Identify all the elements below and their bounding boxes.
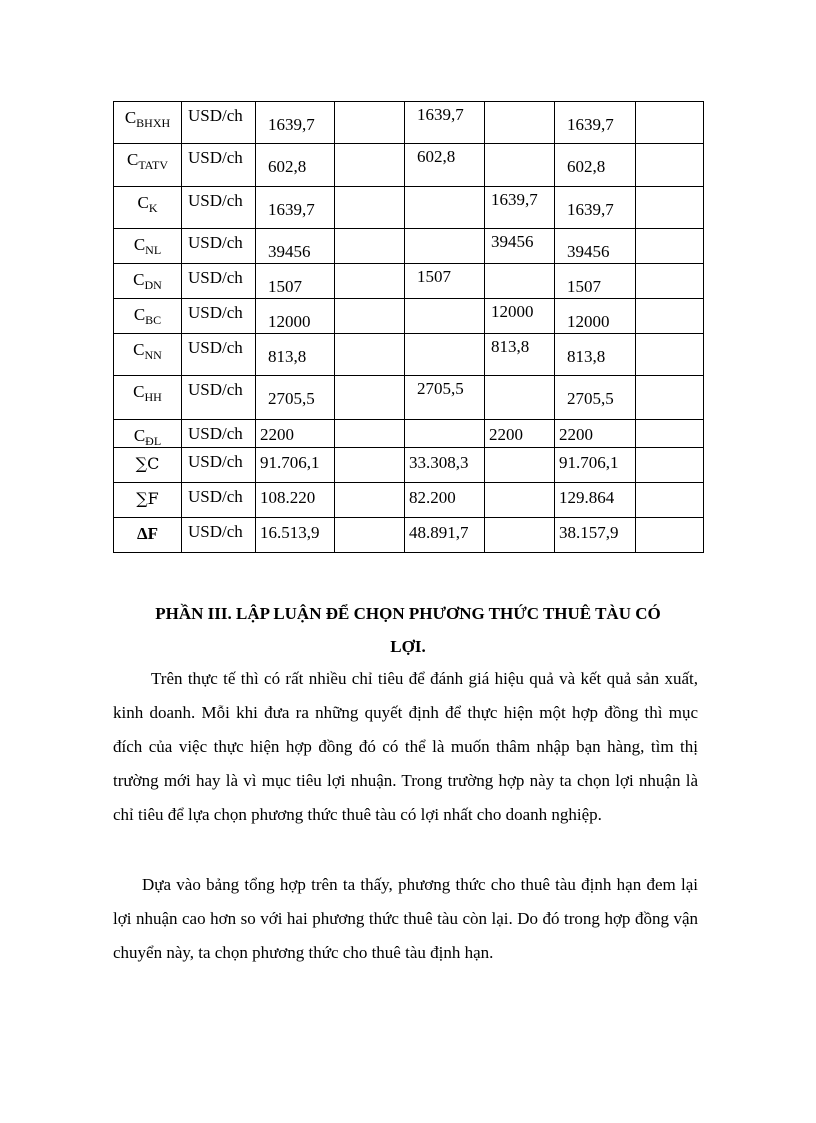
- value-cell-f: [636, 229, 704, 264]
- value-cell-e: [555, 448, 636, 483]
- value-text: [335, 334, 404, 347]
- value-cell-a: [256, 264, 335, 299]
- value-cell-c: [405, 420, 485, 448]
- value-text: [335, 144, 404, 157]
- unit-cell: [182, 102, 256, 144]
- unit-cell: [182, 334, 256, 376]
- cost-symbol-cell: [114, 229, 182, 264]
- value-cell-a: [256, 483, 335, 518]
- value-cell-e: [555, 102, 636, 144]
- value-text: [335, 376, 404, 389]
- value-cell-f: [636, 102, 704, 144]
- unit-text: USD/ch: [188, 380, 243, 399]
- value-text: [335, 518, 404, 523]
- table-row: [114, 518, 704, 553]
- value-text: [636, 144, 703, 157]
- value-text: [636, 420, 703, 425]
- value-text: [636, 264, 703, 277]
- value-cell-e: [555, 187, 636, 229]
- cost-table: [113, 101, 704, 553]
- value-cell-a: [256, 376, 335, 420]
- cost-symbol-cell: [114, 102, 182, 144]
- value-cell-d: [485, 518, 555, 553]
- unit-text: USD/ch: [188, 424, 243, 443]
- value-text: [636, 102, 703, 115]
- value-text: 813,8: [268, 347, 307, 366]
- value-cell-e: [555, 229, 636, 264]
- value-cell-f: [636, 448, 704, 483]
- value-cell-c: [405, 376, 485, 420]
- value-cell-b: [335, 483, 405, 518]
- value-text: [485, 102, 554, 105]
- value-text: 39456: [268, 242, 311, 261]
- value-text: [335, 420, 404, 425]
- cost-symbol: C: [133, 382, 145, 401]
- cost-symbol-cell: [114, 448, 182, 483]
- cost-symbol-subscript: DN: [144, 278, 162, 292]
- cost-symbol: ∑C: [135, 454, 160, 473]
- cost-symbol: C: [126, 150, 139, 169]
- value-text: 108.220: [260, 488, 316, 507]
- cost-symbol-cell: [114, 334, 182, 376]
- value-cell-d: [485, 376, 555, 420]
- value-cell-a: [256, 448, 335, 483]
- value-cell-f: [636, 483, 704, 518]
- unit-text: USD/ch: [188, 452, 243, 471]
- value-text: [636, 448, 703, 453]
- value-text: 1639,7: [268, 115, 315, 134]
- unit-cell: [182, 229, 256, 264]
- value-cell-a: [256, 187, 335, 229]
- value-cell-c: [405, 299, 485, 334]
- value-text: 129.864: [559, 488, 615, 507]
- value-text: 602,8: [268, 157, 307, 176]
- value-text: [636, 483, 703, 488]
- value-cell-c: [405, 187, 485, 229]
- value-cell-f: [636, 144, 704, 187]
- value-text: [335, 299, 404, 312]
- table-row: [114, 376, 704, 420]
- cost-symbol-cell: [114, 483, 182, 518]
- value-cell-c: [405, 483, 485, 518]
- value-text: [335, 448, 404, 453]
- value-cell-a: [256, 102, 335, 144]
- cost-symbol-subscript: K: [148, 201, 158, 215]
- value-text: 813,8: [567, 347, 606, 366]
- unit-cell: [182, 483, 256, 518]
- value-cell-f: [636, 518, 704, 553]
- value-cell-f: [636, 264, 704, 299]
- cost-symbol-cell: [114, 264, 182, 299]
- paragraph-profit-criteria: Trên thực tế thì có rất nhiều chỉ tiêu để đánh giá hiệu quả và kết quả sản xuất, kinh doanh. Mỗi khi đưa ra những quyết định để thực hiện một hợp đồng thì mục đích của việc thực hiện hợp đồng đó có thể là muốn thâm nhập bạn hàng, tìm thị trường mới hay là vì mục tiêu lợi nhuận. Trong trường hợp này ta chọn lợi nhuận là chỉ tiêu để lựa chọn phương thức thuê tàu có lợi nhất cho doanh nghiệp.: [113, 669, 698, 824]
- cost-symbol-cell: [114, 144, 182, 187]
- value-text: [636, 334, 703, 347]
- value-cell-e: [555, 518, 636, 553]
- value-cell-d: [485, 334, 555, 376]
- value-cell-b: [335, 102, 405, 144]
- cost-symbol-cell: [114, 299, 182, 334]
- value-cell-e: [555, 334, 636, 376]
- unit-text: USD/ch: [188, 522, 243, 541]
- value-cell-a: [256, 144, 335, 187]
- value-text: 1639,7: [268, 200, 315, 219]
- value-text: 2705,5: [417, 379, 464, 398]
- value-cell-f: [636, 334, 704, 376]
- value-cell-d: [485, 229, 555, 264]
- cost-symbol-subscript: TATV: [138, 158, 169, 172]
- value-text: 2705,5: [567, 389, 614, 408]
- value-text: [485, 518, 554, 523]
- value-cell-b: [335, 264, 405, 299]
- value-text: 1507: [268, 277, 302, 296]
- cost-symbol-subscript: BC: [145, 313, 162, 327]
- value-text: 602,8: [567, 157, 606, 176]
- unit-text: USD/ch: [188, 191, 243, 210]
- value-cell-e: [555, 144, 636, 187]
- unit-text: USD/ch: [188, 233, 243, 252]
- value-cell-a: [256, 299, 335, 334]
- value-text: 1639,7: [417, 105, 464, 124]
- value-cell-b: [335, 448, 405, 483]
- paragraph-conclusion: Dựa vào bảng tổng hợp trên ta thấy, phương thức cho thuê tàu định hạn đem lại lợi nhuận cao hơn so với hai phương thức thuê tàu còn lại. Do đó trong hợp đồng vận chuyển này, ta chọn phương thức cho thuê tàu định hạn.: [113, 875, 698, 962]
- value-cell-e: [555, 483, 636, 518]
- value-cell-e: [555, 376, 636, 420]
- value-cell-c: [405, 518, 485, 553]
- value-text: [405, 420, 484, 425]
- value-cell-d: [485, 144, 555, 187]
- unit-text: USD/ch: [188, 268, 243, 287]
- unit-text: USD/ch: [188, 106, 243, 125]
- value-text: 39456: [567, 242, 610, 261]
- unit-cell: [182, 299, 256, 334]
- value-text: [335, 264, 404, 277]
- unit-cell: [182, 518, 256, 553]
- value-text: 33.308,3: [409, 453, 469, 472]
- unit-cell: [182, 264, 256, 299]
- value-cell-a: [256, 518, 335, 553]
- section-title: [113, 597, 703, 663]
- unit-cell: [182, 144, 256, 187]
- unit-cell: [182, 376, 256, 420]
- value-cell-b: [335, 420, 405, 448]
- value-cell-c: [405, 144, 485, 187]
- cost-symbol: ∑F: [136, 489, 159, 508]
- value-cell-c: [405, 229, 485, 264]
- value-text: 16.513,9: [260, 523, 320, 542]
- value-text: 602,8: [417, 147, 456, 166]
- table-row: [114, 229, 704, 264]
- value-cell-c: [405, 334, 485, 376]
- value-text: 2705,5: [268, 389, 315, 408]
- value-text: 48.891,7: [409, 523, 469, 542]
- cost-table-body: [114, 102, 704, 553]
- cost-symbol: ΔF: [136, 524, 159, 543]
- value-text: [335, 483, 404, 488]
- unit-text: USD/ch: [188, 148, 243, 167]
- unit-text: USD/ch: [188, 487, 243, 506]
- value-text: [405, 299, 484, 302]
- value-cell-b: [335, 299, 405, 334]
- value-cell-b: [335, 518, 405, 553]
- value-cell-e: [555, 299, 636, 334]
- cost-symbol-subscript: BHXH: [136, 116, 171, 130]
- value-cell-d: [485, 483, 555, 518]
- value-text: 2200: [559, 425, 593, 444]
- cost-symbol-cell: [114, 518, 182, 553]
- unit-cell: [182, 187, 256, 229]
- value-text: [485, 448, 554, 453]
- cost-symbol-subscript: NL: [145, 243, 162, 257]
- value-text: 91.706,1: [559, 453, 619, 472]
- table-row: [114, 102, 704, 144]
- value-cell-f: [636, 187, 704, 229]
- value-cell-d: [485, 264, 555, 299]
- cost-symbol-cell: [114, 420, 182, 448]
- value-cell-f: [636, 299, 704, 334]
- cost-symbol: C: [133, 426, 146, 445]
- value-text: 1639,7: [567, 200, 614, 219]
- value-text: 12000: [268, 312, 311, 331]
- table-row: [114, 187, 704, 229]
- value-text: [636, 518, 703, 523]
- value-text: [335, 229, 404, 242]
- table-row: [114, 334, 704, 376]
- value-text: 91.706,1: [260, 453, 320, 472]
- table-row: [114, 483, 704, 518]
- value-text: 82.200: [409, 488, 456, 507]
- cost-symbol-subscript: ĐL: [145, 434, 162, 448]
- cost-symbol: C: [133, 305, 146, 324]
- value-cell-a: [256, 229, 335, 264]
- table-row: [114, 448, 704, 483]
- value-text: [636, 229, 703, 242]
- value-text: 813,8: [491, 337, 530, 356]
- value-text: [335, 187, 404, 200]
- value-cell-b: [335, 334, 405, 376]
- value-text: [636, 299, 703, 312]
- value-text: [335, 102, 404, 115]
- value-text: [636, 376, 703, 389]
- value-text: 12000: [491, 302, 534, 321]
- cost-symbol: C: [137, 193, 149, 212]
- section-title-line1: PHẦN III. LẬP LUẬN ĐỂ CHỌN PHƯƠNG THỨC THUÊ TÀU CÓ: [155, 604, 661, 623]
- value-cell-d: [485, 102, 555, 144]
- value-text: 1507: [417, 267, 451, 286]
- cost-symbol-subscript: HH: [144, 390, 162, 404]
- value-cell-d: [485, 299, 555, 334]
- cost-symbol-cell: [114, 187, 182, 229]
- value-cell-b: [335, 229, 405, 264]
- value-cell-d: [485, 448, 555, 483]
- value-text: [485, 376, 554, 379]
- value-cell-f: [636, 420, 704, 448]
- table-row: [114, 420, 704, 448]
- value-cell-d: [485, 420, 555, 448]
- value-cell-f: [636, 376, 704, 420]
- table-row: [114, 264, 704, 299]
- value-text: [636, 187, 703, 200]
- value-cell-d: [485, 187, 555, 229]
- value-text: [485, 144, 554, 147]
- table-row: [114, 144, 704, 187]
- value-cell-e: [555, 420, 636, 448]
- value-cell-b: [335, 376, 405, 420]
- value-text: [485, 264, 554, 267]
- value-text: 12000: [567, 312, 610, 331]
- value-text: [405, 187, 484, 190]
- table-row: [114, 299, 704, 334]
- cost-symbol: C: [124, 108, 137, 127]
- cost-symbol-subscript: NN: [144, 348, 162, 362]
- cost-symbol: C: [133, 270, 145, 289]
- unit-text: USD/ch: [188, 338, 243, 357]
- cost-symbol-cell: [114, 376, 182, 420]
- cost-symbol: C: [133, 235, 146, 254]
- value-text: 1639,7: [567, 115, 614, 134]
- value-cell-b: [335, 187, 405, 229]
- value-text: 2200: [489, 425, 523, 444]
- unit-cell: [182, 420, 256, 448]
- value-text: 39456: [491, 232, 534, 251]
- value-text: [405, 334, 484, 337]
- value-cell-c: [405, 448, 485, 483]
- value-text: 1639,7: [491, 190, 538, 209]
- value-text: 1507: [567, 277, 601, 296]
- value-text: 2200: [260, 425, 294, 444]
- section-title-line2: LỢI.: [390, 637, 426, 656]
- cost-symbol: C: [133, 340, 145, 359]
- unit-cell: [182, 448, 256, 483]
- value-text: [405, 229, 484, 232]
- value-cell-c: [405, 264, 485, 299]
- value-cell-a: [256, 334, 335, 376]
- value-cell-a: [256, 420, 335, 448]
- value-cell-e: [555, 264, 636, 299]
- value-text: [485, 483, 554, 488]
- value-cell-c: [405, 102, 485, 144]
- value-cell-b: [335, 144, 405, 187]
- unit-text: USD/ch: [188, 303, 243, 322]
- value-text: 38.157,9: [559, 523, 619, 542]
